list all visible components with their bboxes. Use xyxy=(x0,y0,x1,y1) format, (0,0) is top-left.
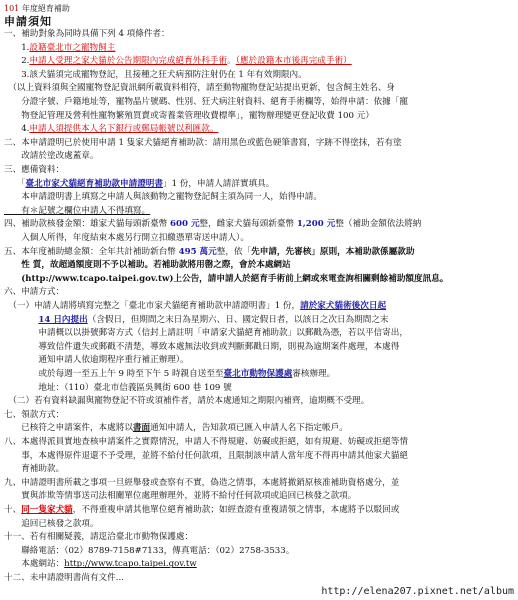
line-segment: 有＊記號之欄位申請人不得填寫。 xyxy=(4,205,151,216)
line-segment: （含假日，但期間之末日為星期六、日、國定假日者，以該日之次日為期間之末 xyxy=(87,314,389,325)
notice-line xyxy=(4,531,193,543)
line-segment: 1,200 元 xyxy=(296,219,336,230)
watermark-url: http://elena207.pixnet.net/album xyxy=(321,586,514,597)
line-segment: 已核符之申請案件，本處將以 xyxy=(4,423,133,434)
notice-line xyxy=(4,422,348,434)
line-segment xyxy=(4,315,38,325)
notice-line xyxy=(4,205,150,217)
header-year: 101 xyxy=(4,4,20,13)
line-segment: 十、 xyxy=(4,505,22,515)
notice-line xyxy=(4,558,197,570)
notice-line xyxy=(4,572,124,584)
notice-line xyxy=(4,368,335,380)
notice-line xyxy=(4,42,115,54)
notice-line xyxy=(4,259,291,271)
notice-line xyxy=(4,232,249,244)
notice-line xyxy=(4,55,352,67)
line-segment: 或於每週一至五上午 9 時至下午 5 時親自送至至 xyxy=(4,369,224,379)
line-segment: (http://www.tcapo.taipei.gov.tw)上公告，請申請人於絕育手術前上網或來電查詢相關剩餘補助額度訊息。 xyxy=(4,273,449,284)
line-segment: 4. xyxy=(4,124,30,135)
line-segment: 入個人所得，年度結束本處另行開立扣繳憑單寄送申請人）。 xyxy=(4,233,249,243)
line-segment: 八、本處得派員實地查核申請案件之實際情況，申請人不得規避、妨礙或拒絕，如有規避、妨礙或拒絕等情 xyxy=(4,437,408,447)
line-segment: 物登記管理及營利性寵物繁殖買賣或寄養業管理收費標準」，寵物辦理變更登記收費 100 元） xyxy=(4,110,374,121)
line-segment: 聯絡電話：（02）8789-7158#7133，傳真電話：（02）2758-3533。 xyxy=(4,545,295,556)
line-segment: 整，雌家犬貓每頭新臺幣 xyxy=(199,219,297,230)
line-segment: 臺北市家犬貓絕育補助款申請證明書 xyxy=(25,178,163,189)
header-label: 年度絕育補助 xyxy=(21,4,70,13)
line-segment: 同一隻家犬貓 xyxy=(21,505,73,515)
line-segment: 整，依「 xyxy=(216,246,252,257)
line-segment: 地址：（110）臺北市信義區吳興街 600 巷 109 號 xyxy=(4,382,232,393)
line-segment: 申請概以以掛號郵寄方式（信封上請註明「申請家犬貓絕育補助款」以郵戳為憑，若以平信寄出， xyxy=(4,328,408,339)
line-segment: 請於家犬貓術後次日起 xyxy=(300,301,387,311)
notice-line xyxy=(4,395,369,407)
line-segment: 改請於塗改處蓋章。 xyxy=(4,151,99,162)
line-segment: （以上資料須與全國寵物登記資訊網所載資料相符，請至動物寵物登記站提出更新，包含飼主姓名、身 xyxy=(4,83,396,94)
line-segment: 本處網站： xyxy=(4,559,65,570)
notice-line xyxy=(4,150,99,162)
line-segment: （應於設籍本市後再完成手術） xyxy=(235,56,352,67)
notice-line xyxy=(4,490,356,502)
notice-line xyxy=(4,123,218,135)
notice-line xyxy=(4,341,399,353)
notice-line xyxy=(4,96,408,108)
notice-line xyxy=(4,164,64,176)
notice-line xyxy=(4,137,402,149)
line-segment: 」1 份，申請人請詳實填具。 xyxy=(163,178,275,189)
notice-line xyxy=(4,436,408,448)
line-segment: （二）若有資料缺漏與寵物登記不符或須補件者，請於本處通知之期限內補齊，逾期概不受理。 xyxy=(4,396,370,407)
line-segment: 申請人受理之家犬貓於公告期限內完成絕育外科手術 xyxy=(29,56,228,67)
notice-line xyxy=(4,327,408,339)
notice-line xyxy=(4,191,322,203)
notice-line xyxy=(4,178,274,190)
line-segment: 先申請，先審核」原則，本補助款係屬款助 xyxy=(251,246,415,257)
line-segment: ，故超過額度則不予以補助。若補助款將用罄之際，會於本處網站 xyxy=(41,260,291,271)
line-segment: 追回已核發之款項。 xyxy=(4,518,99,529)
notice-line xyxy=(4,382,232,394)
line-segment: 495 萬元 xyxy=(178,246,217,257)
notice-line xyxy=(4,300,386,312)
notice-line xyxy=(4,545,294,557)
line-segment: 一、補助對象為同時具備下列 4 項條件者： xyxy=(4,29,170,39)
line-segment: 本申請證明書上填寫之申請人與該動物之寵物登記飼主須為同一人，始得申請。 xyxy=(4,192,322,203)
notice-line xyxy=(4,314,389,326)
line-segment: 九、申請證明書所載之事項一旦經舉發或查察有不實，偽造之情事，本處將撤銷原核准補助資格處分，並 xyxy=(4,477,400,488)
line-segment: 審核辦理。 xyxy=(292,369,336,379)
line-segment: 14 日內提出 xyxy=(38,314,88,325)
notice-line xyxy=(4,28,170,40)
line-segment: 。 xyxy=(227,56,236,67)
line-segment: 3.該犬貓須完成寵物登記，且接種之狂犬病預防注射仍在 1 年有效期限內。 xyxy=(4,69,307,80)
line-segment: 六、申請方式： xyxy=(4,287,65,298)
notice-line xyxy=(4,463,64,475)
notice-line xyxy=(4,286,64,298)
line-segment: 設籍臺北市之寵物飼主 xyxy=(29,42,116,53)
line-segment: 600 元 xyxy=(170,219,200,230)
line-segment: 臺北市動物保護處 xyxy=(223,369,293,379)
line-segment: 育補助款。 xyxy=(4,464,65,475)
line-segment: 「 xyxy=(4,178,26,189)
line-segment: 性 質 xyxy=(4,260,42,271)
notice-line xyxy=(4,110,374,122)
line-segment: 實與詐欺等情事送司法相關單位處理辦理外，並將不給付任何款項或追回已核發之款項。 xyxy=(4,491,357,502)
notice-line xyxy=(4,477,399,489)
line-segment: 通知申請人，告知款項已匯入申請人名下指定帳戶。 xyxy=(150,423,348,434)
notice-line xyxy=(4,518,99,530)
line-segment: 分證字號、戶籍地址等，寵物晶片號碼、性別、狂犬病注射資料、絕育手術欄等，始得申請：依據「寵 xyxy=(4,97,408,107)
line-segment: 通知申請人依逾期程序重行補正辦理）。 xyxy=(4,355,189,366)
line-segment: 五、本年度補助總金額：全年共計補助新台幣 xyxy=(4,246,179,257)
line-segment: 四、補助款核發金額：雄家犬貓每頭新臺幣 xyxy=(4,219,171,230)
line-segment: 整（補助金額依法將納 xyxy=(335,219,422,230)
line-segment: 二、本申請證明已於使用申請 1 隻家犬貓絕育補助款：請用黑色或藍色硬筆書寫，字跡不得塗抹，若有塗 xyxy=(4,137,402,148)
line-segment: 導致信件遺失或郵戳不清楚，導致本處無法收到或判斷郵戳日期，則視為逾期案件處理，本處得 xyxy=(4,341,400,352)
line-segment: 事，本處得原件退還不予受理，並將不給付任何款項，且限制該申請人當年度不得再申請其他家犬貓絕 xyxy=(4,450,408,461)
line-segment: 1. xyxy=(4,42,30,53)
notice-line xyxy=(4,450,408,462)
line-segment: 七、領款方式： xyxy=(4,409,65,420)
notice-line xyxy=(4,82,395,94)
line-segment: 十一、若有相關疑義，請逕洽臺北市動物保護處： xyxy=(4,532,194,543)
line-segment: 申請人須提供本人名下銀行或郵局帳號以利匯款。 xyxy=(29,124,219,135)
notice-line xyxy=(4,69,307,81)
notice-line xyxy=(4,354,189,366)
notice-line xyxy=(4,273,448,285)
notice-line xyxy=(4,246,414,258)
line-segment: 十二、未申請證明書尚有文件... xyxy=(4,573,124,583)
line-segment: ，不得重複申請其他單位絕育補助款；如經查證有重複請領之情事，本處將予以駁回或 xyxy=(72,505,400,515)
notice-line xyxy=(4,504,399,516)
notice-line xyxy=(4,218,421,230)
line-segment: 2. xyxy=(4,56,30,67)
notice-line xyxy=(4,409,64,421)
line-segment: 三、應備資料： xyxy=(4,165,65,175)
line-segment: http://www.tcapo.taipei.gov.tw xyxy=(64,559,197,570)
line-segment: （一）申請人請將填寫完整之「臺北市家犬貓絕育補助款申請證明書」1 份， xyxy=(4,301,301,311)
line-segment: 書面 xyxy=(132,423,151,434)
page-title: 申請須知 xyxy=(4,15,52,28)
